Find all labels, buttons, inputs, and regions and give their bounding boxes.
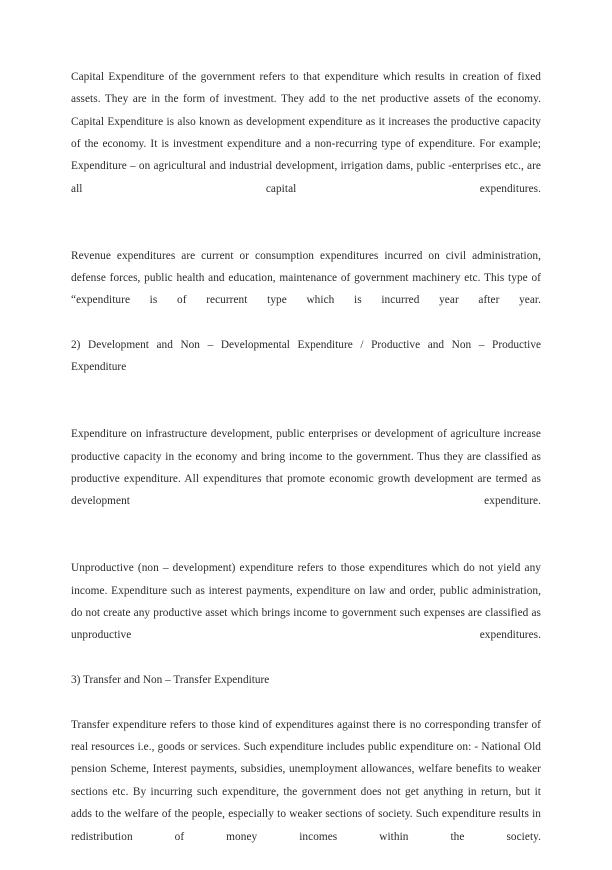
- paragraph-revenue-expenditure: Revenue expenditures are current or consumption expenditures incurred on civil administration, defense forces, public health and education, maintenance of government machinery etc. This type of “expenditure is of recurrent type which is incurred year after year.: [71, 249, 541, 307]
- paragraph-transfer-expenditure: Transfer expenditure refers to those kind of expenditures against there is no corresponding transfer of real resources i.e., goods or services. Such expenditure includes public expenditure on: - National Old pension Scheme, Interest payments, subsidies, unemployment allowances, welfare benefits to weaker sections etc. By incurring such expenditure, the government does not get anything in return, but it adds to the welfare of the people, especially to weaker sections of society. Such expenditure results in redistribution of money incomes within the society.: [71, 718, 541, 843]
- paragraph-unproductive-expenditure: Unproductive (non – development) expenditure refers to those expenditures which do not yield any income. Expenditure such as interest payments, expenditure on law and order, public administration, do not create any productive asset which brings income to government such expenses are classified as unproductive expenditures.: [71, 562, 541, 642]
- heading-development-non-developmental-expenditure: 2) Development and Non – Developmental Expenditure / Productive and Non – Productive Expenditure: [71, 339, 541, 374]
- paragraph-development-expenditure: Expenditure on infrastructure development, public enterprises or development of agriculture increase productive capacity in the economy and bring income to the government. Thus they are classified as productive expenditure. All expenditures that promote economic growth development are termed as development expenditure.: [71, 428, 541, 508]
- paragraph-capital-expenditure: Capital Expenditure of the government refers to that expenditure which results in creation of fixed assets. They are in the form of investment. They add to the net productive assets of the economy. Capital Expenditure is also known as development expenditure as it increases the productive capacity of the economy. It is investment expenditure and a non-recurring type of expenditure. For example; Expenditure – on agricultural and industrial development, irrigation dams, public -enterprises etc., are all capital expenditures.: [71, 71, 541, 195]
- document-body: [71, 66, 541, 870]
- heading-transfer-non-transfer-expenditure: 3) Transfer and Non – Transfer Expenditure: [71, 674, 270, 687]
